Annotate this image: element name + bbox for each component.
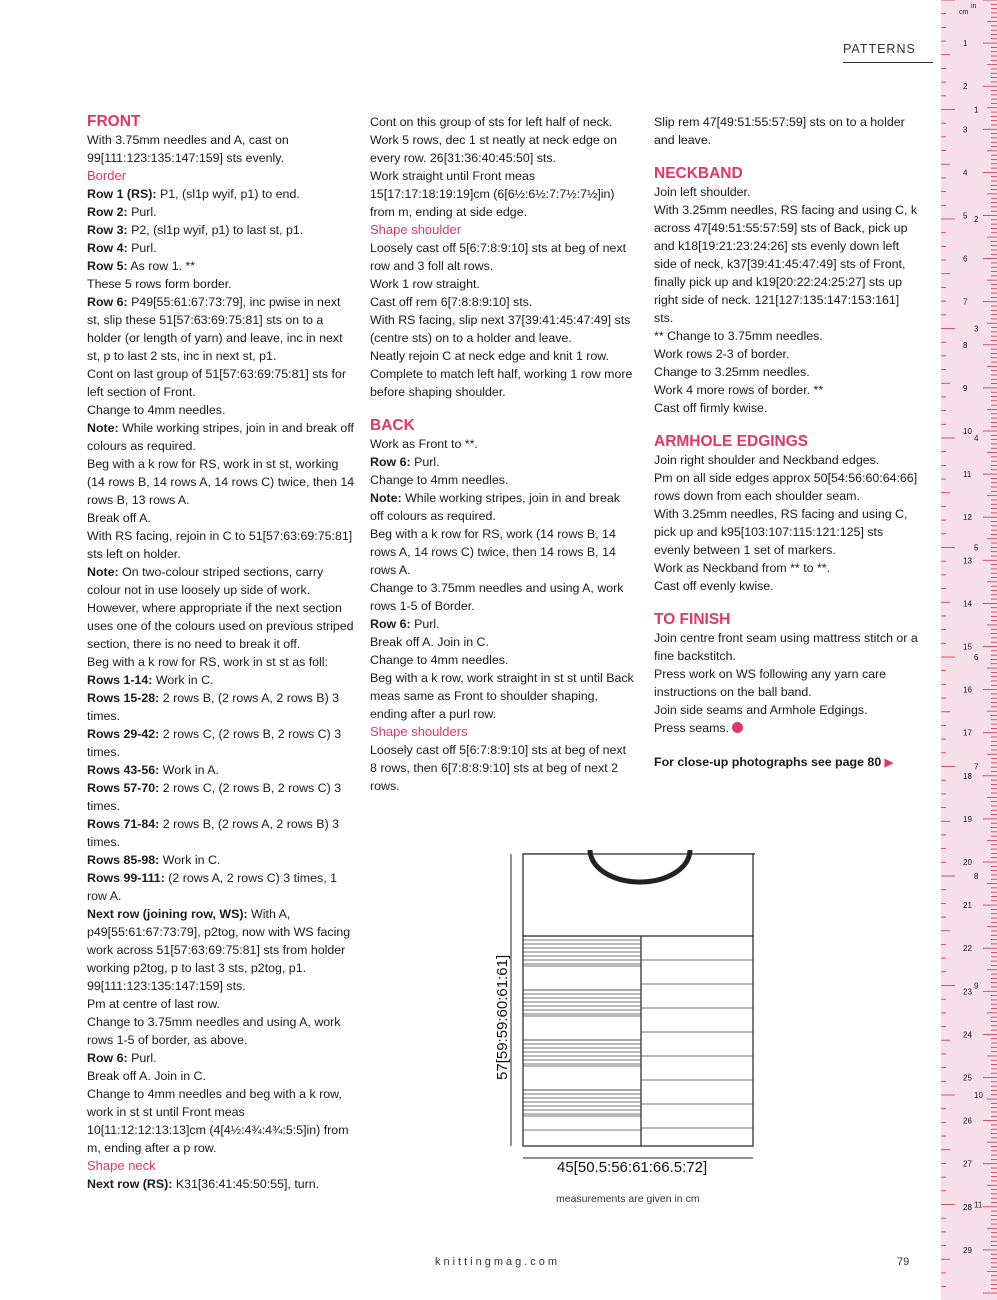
row-text: Purl. [127,241,157,255]
back-loosely-cast: Loosely cast off 5[6:7:8:9:10] sts at beg of next 8 rows, then 6[7:8:8:9:10] sts at beg of next 2 rows. [370,743,627,793]
press-ws: Press work on WS following any yarn care instructions on the ball band. [654,667,887,699]
rows-99-111 [87,869,355,905]
row-6b [87,1049,355,1067]
in-label: 11 [974,1200,983,1210]
rows-text: Work in A. [159,763,219,777]
rows-label: Rows 15-28: [87,691,160,705]
note-2 [87,563,355,653]
change-325: Change to 3.25mm needles. [654,365,810,379]
cm-label: 16 [963,685,972,695]
row-label: Row 6: [370,455,411,469]
rows-label: Rows 1-14: [87,673,153,687]
row-label: Row 4: [87,241,128,255]
cm-label: 2 [963,82,968,92]
row-text: Purl. [410,455,440,469]
rows-text: 2 rows B, (2 rows A, 2 rows B) 3 times. [87,817,340,849]
row-text: Purl. [127,1051,157,1065]
footer-site: knittingmag.com [435,1256,561,1268]
cm-label: 28 [963,1202,972,1212]
work-1-row: Work 1 row straight. [370,277,480,291]
row-5 [87,257,355,275]
rows-label: Rows 57-70: [87,781,160,795]
row-6 [87,293,355,365]
change-375: Change to 3.75mm needles and using A, work rows 1-5 of border, as above. [87,1015,341,1047]
in-label: 10 [974,1091,983,1100]
cm-label: 14 [963,599,972,609]
row-text: Purl. [127,205,157,219]
in-label: 8 [974,872,979,881]
note-text: While working stripes, join in and break off colours as required. [370,491,620,523]
cm-label: 22 [963,944,972,954]
arrow-right-icon: ▶ [884,757,894,769]
join-left: Join left shoulder. [654,185,751,199]
shape-shoulder-subheading: Shape shoulder [370,222,462,237]
with-325: With 3.25mm needles, RS facing and using C, k across 47[49:51:55:57:59] sts of Back, pick up and k18[19:21:23:24:26] sts evenly down left side of neck, k37[39:41:45:47:49] sts of Front, finally pick up and k19[20:22:24:25:27] sts up right side of neck. 121[127:135:147:153:161] sts. [654,203,918,325]
row-label: Row 2: [87,205,128,219]
cont-group: Cont on this group of sts for left half of neck. [370,115,613,129]
press-seams: Press seams. [654,721,730,735]
row-text: P49[55:61:67:73:79], inc pwise in next st, slip these 51[57:63:69:75:81] sts on to a holder (or length of yarn) and leave, inc in next st, p to last 2 sts, inc in next st, p1. [87,295,343,363]
change-4mm-beg: Change to 4mm needles and beg with a k row, work in st st until Front meas 10[11:12:12:13:13]cm (4[4½:4¾:4¾:5:5]in) from m, ending after a p row. [87,1087,349,1155]
row-label: Next row (joining row, WS): [87,907,248,921]
in-label: 9 [974,981,979,991]
row-text: With A, p49[55:61:67:73:79], p2tog, now with WS facing work across 51[57:63:69:75:81] sts from holder working p2tog, p to last 3 sts, p2tog, p1. 99[111:123:135:147:159] sts. [87,907,351,993]
rows-43-56 [87,761,355,779]
height-label: 57[59:59:60:61:61] [494,954,511,1080]
front-intro: With 3.75mm needles and A, cast on 99[111:123:135:147:159] sts evenly. [87,133,289,165]
cm-label: 24 [963,1030,972,1040]
rows-text: Work in C. [159,853,221,867]
loosely-cast-off: Loosely cast off 5[6:7:8:9:10] sts at beg of next row and 3 foll alt rows. [370,241,627,273]
column-2 [370,113,635,795]
row-label: Row 6: [87,1051,128,1065]
finish-heading: TO FINISH [654,611,731,628]
pm-centre: Pm at centre of last row. [87,997,220,1011]
rs-rejoin: With RS facing, rejoin in C to 51[57:63:69:75:81] sts left on holder. [87,529,353,561]
cm-label: 7 [963,297,968,307]
border-done: These 5 rows form border. [87,277,232,291]
row-text: As row 1. ** [127,259,196,273]
row-text: P2, (sl1p wyif, p1) to last st, p1. [127,223,304,237]
cast-firmly: Cast off firmly kwise. [654,401,768,415]
in-label: 7 [974,762,979,772]
cont-last: Cont on last group of 51[57:63:69:75:81] sts for left section of Front. [87,367,346,399]
row-1 [87,185,355,203]
cm-label: 15 [963,642,972,652]
change-needles: Change to 4mm needles. [87,403,226,417]
row-label: Row 6: [370,617,411,631]
rows-label: Rows 71-84: [87,817,160,831]
diagram-caption: measurements are given in cm [556,1193,700,1205]
back-break-join: Break off A. Join in C. [370,635,489,649]
page-number: 79 [897,1256,910,1268]
rows-71-84 [87,815,355,851]
beg-follows: Beg with a k row for RS, work in st st as foll: [87,655,329,669]
note-text: On two-colour striped sections, carry colour not in use loosely up side of work. However, where appropriate if the next section uses one of the colours used on previous striped section, there is no need to break it off. [87,565,354,651]
press-seams-line [654,719,919,737]
row-label: Row 1 (RS): [87,187,157,201]
row-text: K31[36:41:45:50:55], turn. [172,1177,320,1191]
with-325b: With 3.25mm needles, RS facing and using C, pick up and k95[103:107:115:121:125] sts evenly between 1 set of markers. [654,507,908,557]
cm-label: 5 [963,211,968,221]
back-note [370,489,635,525]
join-centre: Join centre front seam using mattress stitch or a fine backstitch. [654,631,918,663]
cm-label: 17 [963,728,972,738]
rows-text: 2 rows C, (2 rows B, 2 rows C) 3 times. [87,727,342,759]
rows-label: Rows 85-98: [87,853,160,867]
work-as-neckband: Work as Neckband from ** to **. [654,561,831,575]
cm-label: 9 [963,383,968,393]
note-text: While working stripes, join in and break off colours as required. [87,421,354,453]
row-label: Row 6: [87,295,128,309]
cm-label: 4 [963,168,968,178]
cm-label: 3 [963,125,968,135]
rows-text: 2 rows C, (2 rows B, 2 rows C) 3 times. [87,781,342,813]
break-a: Break off A. [87,511,151,525]
ruler-unit-cm: cm [959,9,969,16]
rows-label: Rows 43-56: [87,763,160,777]
change-375: ** Change to 3.75mm needles. [654,329,823,343]
width-label: 45[50.5:56:61:66.5:72] [557,1159,708,1176]
work-straight: Work straight until Front meas 15[17:17:18:19:19]cm (6[6½:6½:7:7½:7½]in) from m, ending at side edge. [370,169,615,219]
cm-label: 10 [963,427,972,436]
rows-label: Rows 29-42: [87,727,160,741]
back-row-6 [370,453,635,471]
row-2 [87,203,355,221]
row-text: P1, (sl1p wyif, p1) to end. [156,187,300,201]
next-row-joining [87,905,355,995]
measuring-ruler [941,0,997,1300]
row-4 [87,239,355,257]
section-header: PATTERNS [843,42,916,56]
back-change-375: Change to 3.75mm needles and using A, work rows 1-5 of Border. [370,581,624,613]
note-label: Note: [87,421,119,435]
cm-label: 29 [963,1245,972,1255]
join-right: Join right shoulder and Neckband edges. [654,453,880,467]
armhole-heading: ARMHOLE EDGINGS [654,433,809,450]
ruler-unit-in: in [971,3,977,10]
work-rows: Work rows 2-3 of border. [654,347,790,361]
slip-rem: Slip rem 47[49:51:55:57:59] sts on to a holder and leave. [654,115,905,147]
beg-k-row: Beg with a k row for RS, work in st st, working (14 rows B, 14 rows A, 14 rows C) twice, then 14 rows B, 13 rows A. [87,457,355,507]
cm-label: 23 [963,987,972,997]
closeup-text: For close-up photographs see page 80 [654,755,882,769]
in-label: 1 [974,105,979,115]
cast-evenly: Cast off evenly kwise. [654,579,774,593]
rows-text: Work in C. [152,673,214,687]
back-row-6b [370,615,635,633]
in-label: 5 [974,543,979,553]
rows-1-14 [87,671,355,689]
cm-label: 20 [963,858,972,867]
cm-label: 19 [963,814,972,824]
cm-label: 18 [963,771,972,781]
rows-label: Rows 99-111: [87,871,165,885]
cm-label: 1 [963,39,968,49]
front-heading: FRONT [87,113,141,130]
cm-label: 21 [963,901,972,911]
row-3 [87,221,355,239]
rows-text: 2 rows B, (2 rows A, 2 rows B) 3 times. [87,691,340,723]
cast-off-rem: Cast off rem 6[7:8:8:9:10] sts. [370,295,533,309]
in-label: 2 [974,215,979,224]
work-5-rows: Work 5 rows, dec 1 st neatly at neck edge on every row. 26[31:36:40:45:50] sts. [370,133,618,165]
closeup-link[interactable] [654,753,919,772]
back-change-4mm-b: Change to 4mm needles. [370,653,509,667]
join-side: Join side seams and Armhole Edgings. [654,703,868,717]
rs-slip: With RS facing, slip next 37[39:41:45:47:49] sts (centre sts) on to a holder and leave. [370,313,631,345]
back-beg-straight: Beg with a k row, work straight in st st until Back meas same as Front to shoulder shaping, ending after a purl row. [370,671,634,721]
row-label: Next row (RS): [87,1177,173,1191]
note-label: Note: [370,491,402,505]
row-label: Row 3: [87,223,128,237]
work-as-front: Work as Front to **. [370,437,478,451]
back-change-4mm: Change to 4mm needles. [370,473,509,487]
rows-85-98 [87,851,355,869]
column-1 [87,113,355,1193]
shape-shoulders-subheading: Shape shoulders [370,724,468,739]
back-beg-k-row: Beg with a k row for RS, work (14 rows B, 14 rows A, 14 rows C) twice, then 14 rows B, 14 rows A. [370,527,616,577]
column-3 [654,113,919,772]
cm-label: 25 [963,1073,972,1083]
cm-label: 26 [963,1116,972,1126]
note-1 [87,419,355,455]
cm-label: 11 [963,470,972,480]
cm-label: 6 [963,254,968,264]
garment-schematic [485,840,755,1180]
in-label: 3 [974,324,979,334]
next-row-rs [87,1175,355,1193]
row-text: Purl. [410,617,440,631]
cm-label: 13 [963,556,972,566]
back-heading: BACK [370,417,415,434]
row-label: Row 5: [87,259,128,273]
header-rule [843,62,933,63]
break-join: Break off A. Join in C. [87,1069,206,1083]
neckband-heading: NECKBAND [654,165,743,182]
end-rosette-icon [732,722,743,733]
cm-label: 27 [963,1159,972,1169]
pm-all: Pm on all side edges approx 50[54:56:60:64:66] rows down from each shoulder seam. [654,471,918,503]
note-label: Note: [87,565,119,579]
rows-29-42 [87,725,355,761]
border-subheading: Border [87,168,127,183]
shape-neck-subheading: Shape neck [87,1158,156,1173]
in-label: 6 [974,653,979,662]
in-label: 4 [974,434,979,443]
cm-label: 12 [963,513,972,523]
rows-15-28 [87,689,355,725]
cm-label: 8 [963,340,968,350]
neatly-rejoin: Neatly rejoin C at neck edge and knit 1 row. Complete to match left half, working 1 row more before shaping shoulder. [370,349,633,399]
rows-57-70 [87,779,355,815]
rows-text: (2 rows A, 2 rows C) 3 times, 1 row A. [87,871,337,903]
work-4-more: Work 4 more rows of border. ** [654,383,824,397]
